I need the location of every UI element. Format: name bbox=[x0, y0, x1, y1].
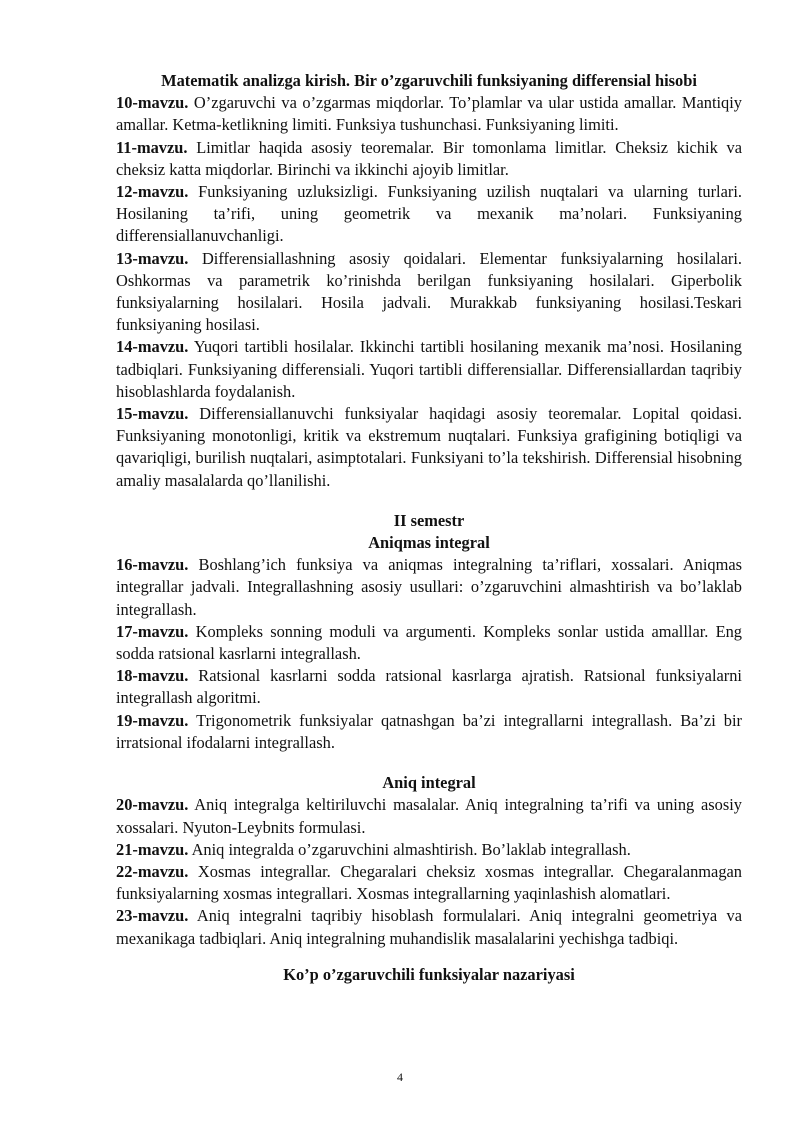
topic-23 bbox=[116, 905, 742, 949]
topic-text: Aniq integralda o’zgaruvchini almashtirish. Bo’laklab integrallash. bbox=[188, 839, 631, 859]
topic-20 bbox=[116, 794, 742, 838]
topic-21 bbox=[116, 839, 742, 861]
topic-18 bbox=[116, 665, 742, 709]
topic-19 bbox=[116, 710, 742, 754]
topic-label: 22-mavzu. bbox=[116, 861, 189, 881]
section-heading-multivariable: Ko’p o’zgaruvchili funksiyalar nazariyasi bbox=[283, 964, 575, 984]
topic-label: 12-mavzu. bbox=[116, 182, 189, 202]
topic-label: 19-mavzu. bbox=[116, 710, 189, 730]
topic-label: 20-mavzu. bbox=[116, 795, 189, 815]
topic-text: Kompleks sonning moduli va argumenti. Kompleks sonlar ustida amalllar. Eng sodda ratsional kasrlarni integrallash. bbox=[116, 621, 742, 664]
topic-label: 14-mavzu. bbox=[116, 337, 189, 357]
topic-text: Limitlar haqida asosiy teoremalar. Bir tomonlama limitlar. Cheksiz kichik va cheksiz katta miqdorlar. Birinchi va ikkinchi ajoyib limitlar. bbox=[116, 137, 742, 179]
topic-label: 23-mavzu. bbox=[116, 906, 189, 926]
section-heading-indefinite-integral: Aniqmas integral bbox=[368, 533, 490, 553]
topic-text: Aniq integralga keltiriluvchi masalalar. Aniq integralning ta’rifi va uning asosiy xossalari. Nyuton-Leybnits formulasi. bbox=[116, 795, 742, 837]
topic-12 bbox=[116, 181, 742, 248]
topic-14 bbox=[116, 336, 742, 403]
topic-label: 17-mavzu. bbox=[116, 621, 189, 641]
topic-10 bbox=[116, 92, 742, 136]
section-heading-definite-integral: Aniq integral bbox=[382, 773, 476, 793]
topic-text: Differensiallanuvchi funksiyalar haqidagi asosiy teoremalar. Lopital qoidasi. Funksiyaning monotonligi, kritik va ekstremum nuqtalari. Funksiya grafigining botiqligi va qavariqligi, burilish nuqtalari, asimptotalari. Funksiyani to’la tekshirish. Differensial hisobning amaliy masalalarda qo’llanilishi. bbox=[116, 404, 742, 490]
topic-text: Trigonometrik funksiyalar qatnashgan ba’zi integrallarni integrallash. Ba’zi bir irratsional ifodalarni integrallash. bbox=[116, 710, 742, 752]
topic-text: Xosmas integrallar. Chegaralari cheksiz xosmas integrallar. Chegaralanmagan funksiyalarning xosmas integrallari. Xosmas integrallarning yaqinlashish alomatlari. bbox=[116, 861, 742, 904]
topic-text: Funksiyaning uzluksizligi. Funksiyaning uzilish nuqtalari va ularning turlari. Hosilaning ta’rifi, uning geometrik va mexanik ma’nolari. Funksiyaning differensiallanuvchanligi. bbox=[116, 182, 742, 246]
topic-22 bbox=[116, 861, 742, 905]
topic-label: 15-mavzu. bbox=[116, 404, 189, 424]
topic-17 bbox=[116, 621, 742, 665]
page-number: 4 bbox=[397, 1070, 403, 1084]
topic-text: Yuqori tartibli hosilalar. Ikkinchi tartibli hosilaning mexanik ma’nosi. Hosilaning tadbiqlari. Funksiyaning differensiali. Yuqori tartibli differensiallar. Differensiallardan taqribiy hisoblashlarda foydalanish. bbox=[116, 337, 742, 401]
topic-label: 21-mavzu. bbox=[116, 839, 189, 859]
topic-15 bbox=[116, 403, 742, 492]
topic-text: Differensiallashning asosiy qoidalari. Elementar funksiyalarning hosilalari. Oshkormas va parametrik ko’rinishda berilgan funksiyaning hosilalari. Giperbolik funksiyalarning hosilalari. Hosila jadvali. Murakkab funksiyaning hosilasi.Teskari funksiyaning hosilasi. bbox=[116, 248, 742, 335]
topic-text: O’zgaruvchi va o’zgarmas miqdorlar. To’plamlar va ular ustida amallar. Mantiqiy amallar. Ketma-ketlikning limiti. Funksiya tushunchasi. Funksiyaning limiti. bbox=[116, 93, 742, 135]
topic-label: 13-mavzu. bbox=[116, 248, 189, 268]
topic-label: 16-mavzu. bbox=[116, 555, 189, 575]
topic-label: 11-mavzu. bbox=[116, 137, 188, 157]
topic-text: Boshlang’ich funksiya va aniqmas integralning ta’riflari, xossalari. Aniqmas integrallar jadvali. Integrallashning asosiy usullari: o’zgaruvchini almashtirish va bo’laklab integrallash. bbox=[116, 555, 742, 619]
topic-text: Ratsional kasrlarni sodda ratsional kasrlarga ajratish. Ratsional funksiyalarni integrallash algoritmi. bbox=[116, 666, 742, 708]
topic-text: Aniq integralni taqribiy hisoblash formulalari. Aniq integralni geometriya va mexanikaga tadbiqlari. Aniq integralning muhandislik masalalarini yechishga tadbiqi. bbox=[116, 906, 742, 948]
section-heading-intro: Matematik analizga kirish. Bir o’zgaruvchili funksiyaning differensial hisobi bbox=[161, 71, 697, 90]
semester-heading: II semestr bbox=[393, 510, 465, 530]
topic-13 bbox=[116, 248, 742, 337]
topic-11 bbox=[116, 137, 742, 181]
topic-16 bbox=[116, 554, 742, 621]
topic-label: 18-mavzu. bbox=[116, 666, 189, 686]
topic-label: 10-mavzu. bbox=[116, 93, 189, 113]
